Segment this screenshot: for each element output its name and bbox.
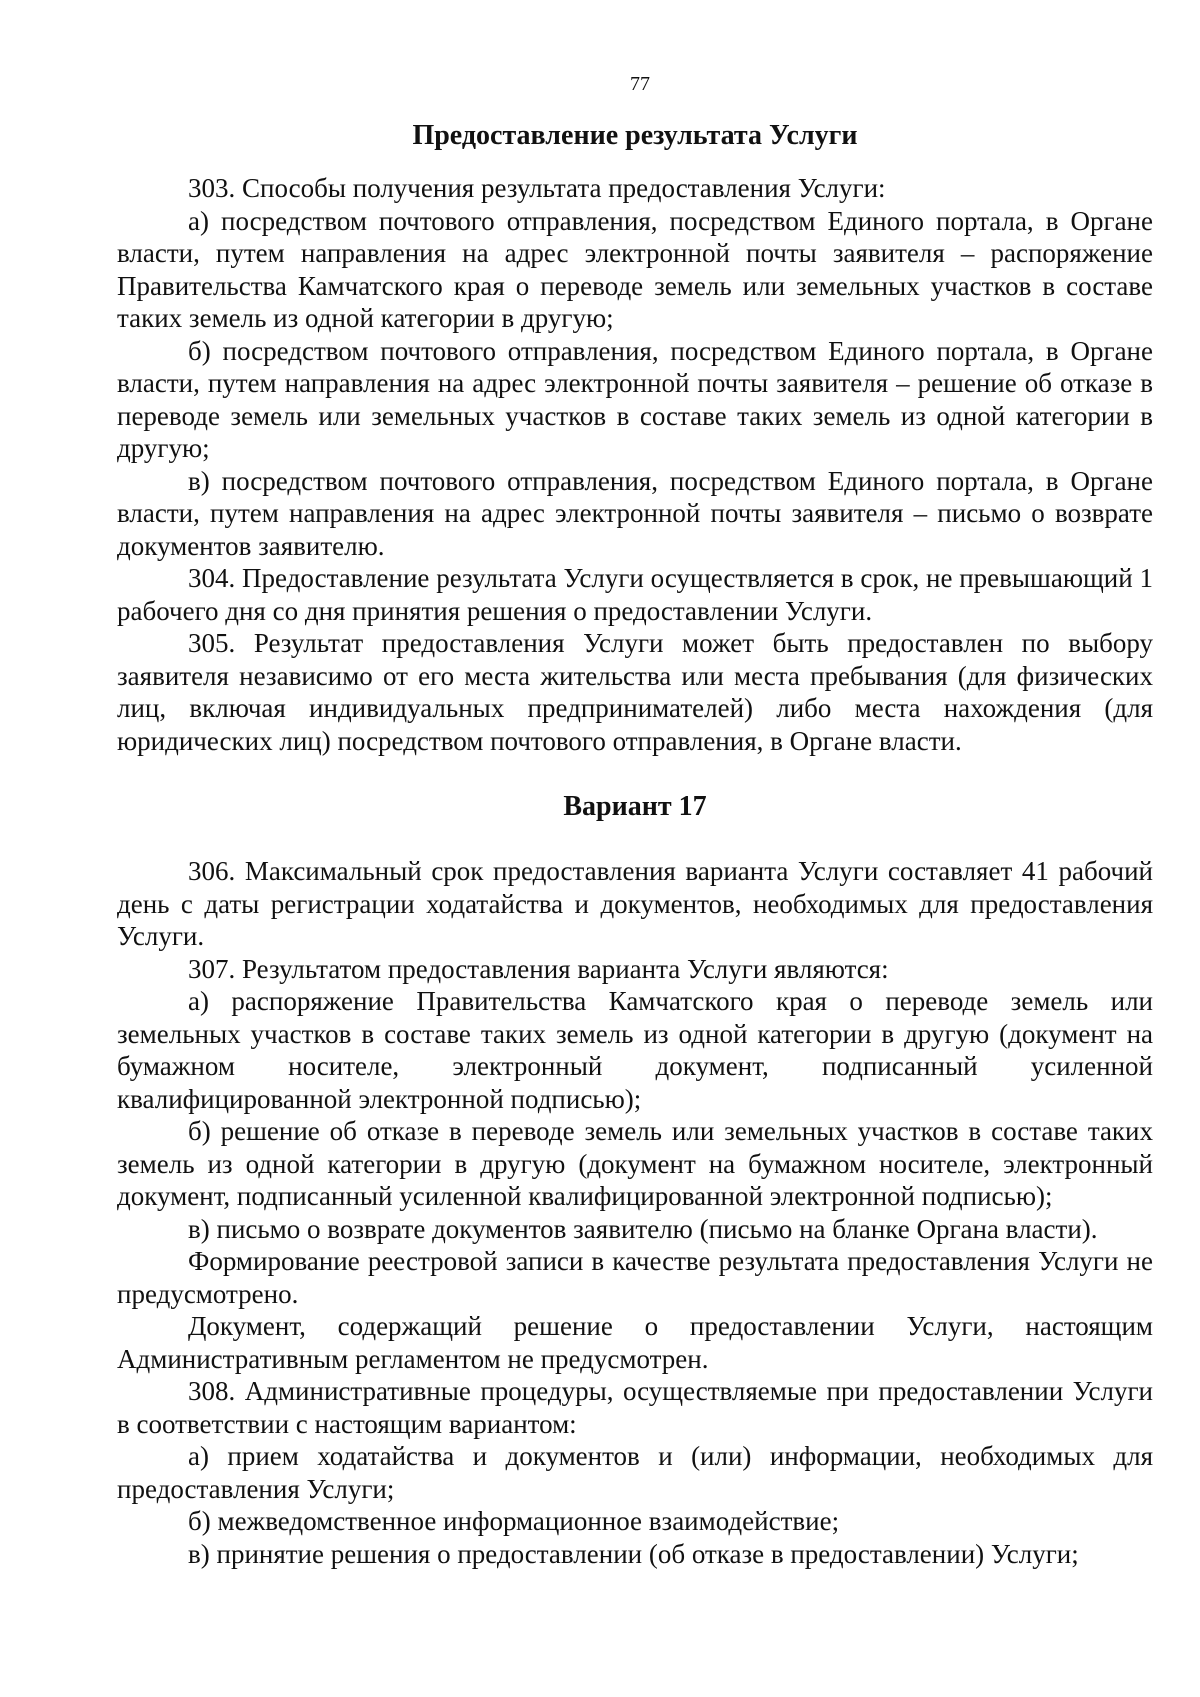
paragraph-303: 303. Способы получения результата предоставления Услуги: <box>188 173 886 203</box>
page-number: 77 <box>630 73 650 95</box>
paragraph-308: 308. Административные процедуры, осуществляемые при предоставлении Услуги в соответствии с настоящим вариантом: <box>117 1376 1153 1439</box>
paragraph-308-a: а) прием ходатайства и документов и (или) информации, необходимых для предоставления Услуги; <box>117 1441 1153 1504</box>
section-heading-variant-17: Вариант 17 <box>563 791 707 822</box>
paragraph-303-a: а) посредством почтового отправления, посредством Единого портала, в Органе власти, путем направления на адрес электронной почты заявителя – распоряжение Правительства Камчатского края о переводе земель или земельных участков в составе таких земель из одной категории в другую; <box>117 205 1153 333</box>
paragraph-307-b: б) решение об отказе в переводе земель или земельных участков в составе таких земель из одной категории в другую (документ на бумажном носителе, электронный документ, подписанный усиленной квалифицированной электронной подписью); <box>117 1116 1153 1211</box>
paragraph-307-c: в) письмо о возврате документов заявителю (письмо на бланке Органа власти). <box>188 1213 1098 1244</box>
paragraph-decision-document-note: Документ, содержащий решение о предоставлении Услуги, настоящим Административным регламентом не предусмотрен. <box>117 1311 1153 1374</box>
section-heading-result: Предоставление результата Услуги <box>412 120 858 151</box>
document-body <box>117 118 1153 1570</box>
paragraph-306: 306. Максимальный срок предоставления варианта Услуги составляет 41 рабочий день с даты регистрации ходатайства и документов, необходимых для предоставления Услуги. <box>117 856 1153 951</box>
paragraph-307-a: а) распоряжение Правительства Камчатского края о переводе земель или земельных участков в составе таких земель из одной категории в другую (документ на бумажном носителе, электронный документ, подписанный усиленной квалифицированной электронной подписью); <box>117 986 1153 1114</box>
paragraph-308-b: б) межведомственное информационное взаимодействие; <box>188 1506 840 1536</box>
paragraph-305: 305. Результат предоставления Услуги может быть предоставлен по выбору заявителя независимо от его места жительства или места пребывания (для физических лиц, включая индивидуальных предпринимателей) либо места нахождения (для юридических лиц) посредством почтового отправления, в Органе власти. <box>117 628 1153 756</box>
paragraph-307: 307. Результатом предоставления варианта Услуги являются: <box>188 953 889 984</box>
paragraph-registry-note: Формирование реестровой записи в качестве результата предоставления Услуги не предусмотрено. <box>117 1246 1153 1309</box>
paragraph-304: 304. Предоставление результата Услуги осуществляется в срок, не превышающий 1 рабочего дня со дня принятия решения о предоставлении Услуги. <box>117 563 1153 626</box>
paragraph-303-b: б) посредством почтового отправления, посредством Единого портала, в Органе власти, путем направления на адрес электронной почты заявителя – решение об отказе в переводе земель или земельных участков в составе таких земель из одной категории в другую; <box>117 335 1153 463</box>
paragraph-308-c: в) принятие решения о предоставлении (об отказе в предоставлении) Услуги; <box>188 1538 1079 1569</box>
paragraph-303-c: в) посредством почтового отправления, посредством Единого портала, в Органе власти, путем направления на адрес электронной почты заявителя – письмо о возврате документов заявителю. <box>117 465 1153 561</box>
